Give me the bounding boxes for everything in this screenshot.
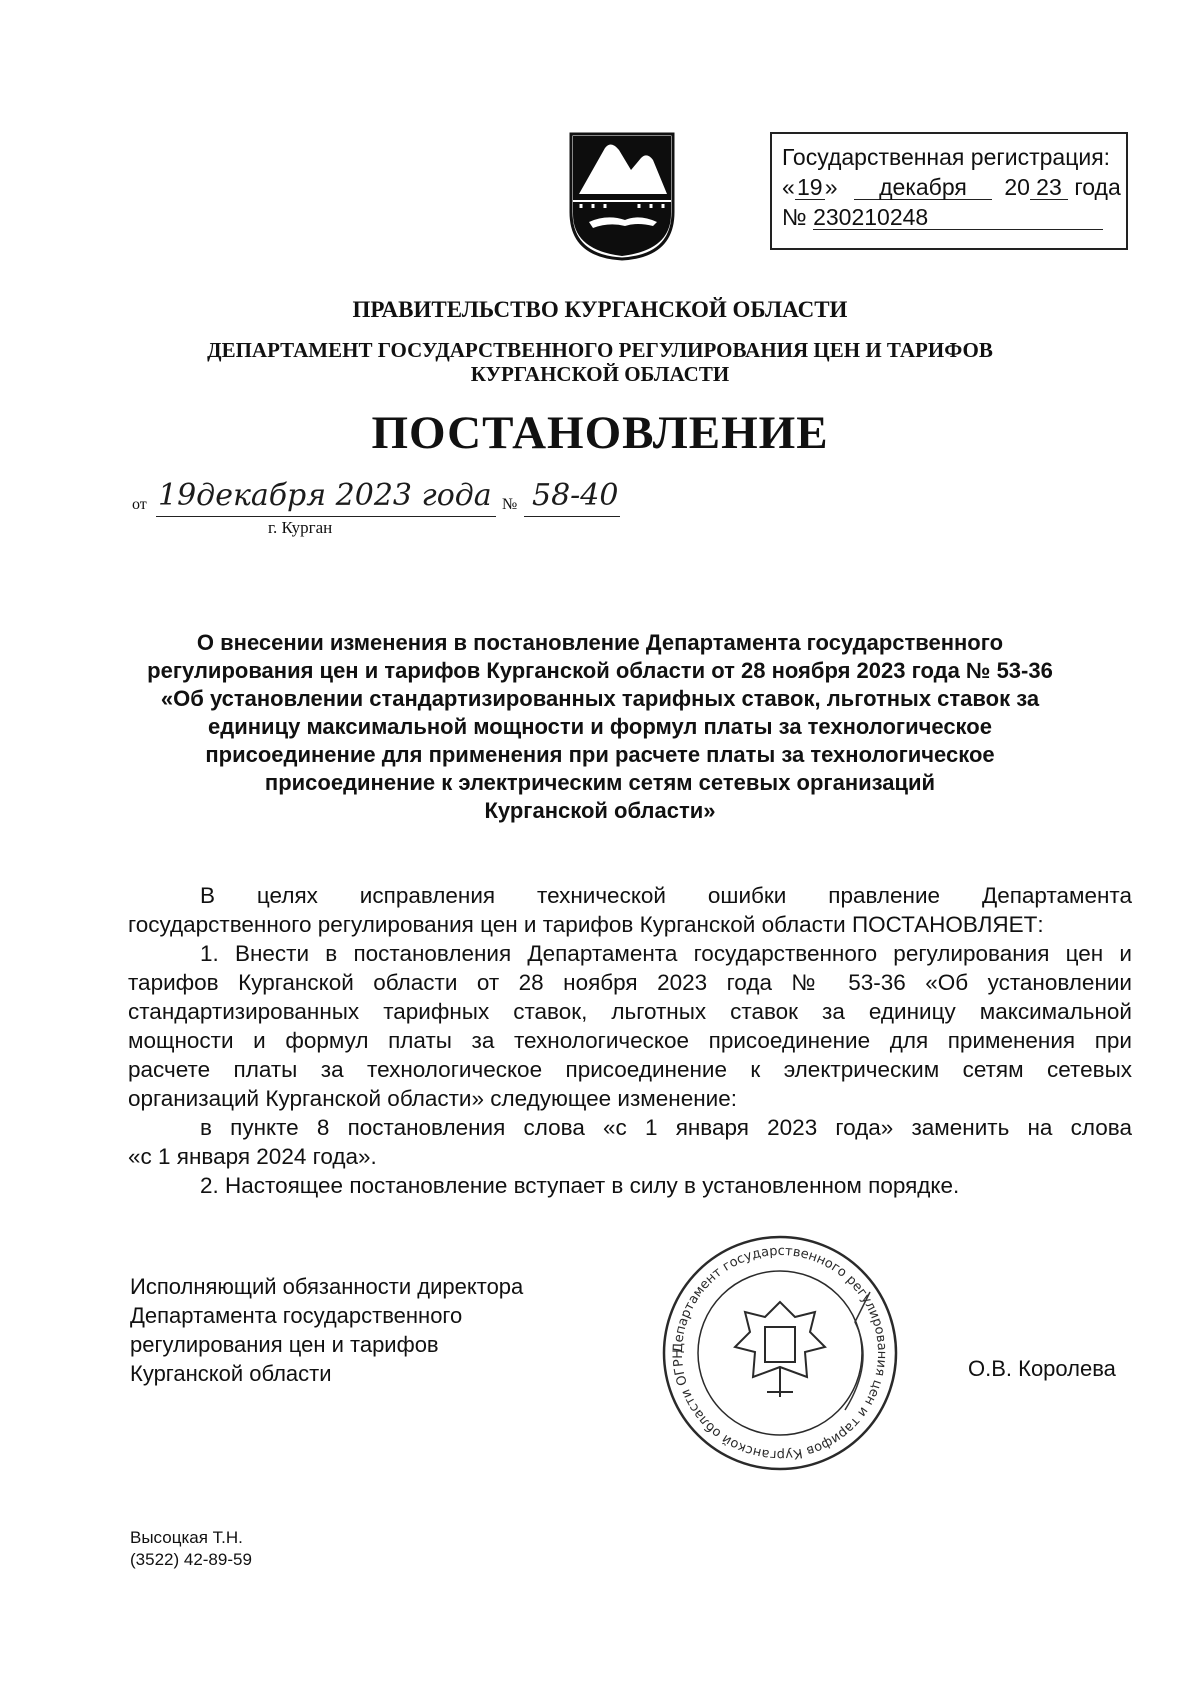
paragraph-change-line: в пункте 8 постановления слова «с 1 января 2023 года» заменить на слова	[200, 1115, 1132, 1140]
department-title: ДЕПАРТАМЕНТ ГОСУДАРСТВЕННОГО РЕГУЛИРОВАНИЯ ЦЕН И ТАРИФОВ КУРГАНСКОЙ ОБЛАСТИ	[207, 338, 993, 386]
document-subject: О внесении изменения в постановление Департамента государственного регулирования цен и тарифов Курганской области от 28 ноября 2023 года № 53-36 «Об установлении стандартизированных тарифных ставок, льготных ставок за единицу максимальной мощности и формул платы за технологическое присоединение для применения при расчете платы за технологическое присоединение к электрическим сетям сетевых организаций Курганской области»	[147, 630, 1053, 823]
executor-phone: (3522) 42-89-59	[130, 1550, 252, 1569]
paragraph-preamble-line: государственного регулирования цен и тарифов Курганской области ПОСТАНОВЛЯЕТ:	[128, 912, 1044, 937]
date-from-label: от	[132, 496, 147, 513]
city: г. Курган	[268, 518, 333, 537]
government-title: ПРАВИТЕЛЬСТВО КУРГАНСКОЙ ОБЛАСТИ	[352, 297, 848, 322]
document-kind: ПОСТАНОВЛЕНИЕ	[371, 407, 829, 459]
registration-year: 23	[1030, 175, 1068, 200]
executor-info	[130, 1527, 252, 1571]
signer-position: Исполняющий обязанности директора Департамента государственного регулирования цен и тарифов Курганской области	[130, 1274, 524, 1386]
registration-title: Государственная регистрация:	[782, 144, 1111, 170]
registration-month: декабря	[854, 175, 992, 200]
signer-name: О.В. Королева	[968, 1356, 1116, 1381]
paragraph-item1-line: стандартизированных тарифных ставок, льготных ставок за единицу максимальной	[128, 999, 1132, 1024]
paragraph-item1-line: мощности и формул платы за технологическое присоединение для применения при	[128, 1028, 1132, 1053]
seal-text: Департамент государственного регулирования цен и тарифов Курганской области ОГРН	[670, 1243, 890, 1463]
coat-of-arms-icon	[567, 130, 677, 262]
registration-day: 19	[795, 175, 825, 200]
document-body	[128, 881, 1132, 1200]
paragraph-item1-line: организаций Курганской области» следующее изменение:	[128, 1086, 737, 1111]
paragraph-preamble-line: В целях исправления технической ошибки правление Департамента	[200, 883, 1132, 908]
handwritten-date: 19декабря 2023 года	[158, 478, 492, 513]
executor-name: Высоцкая Т.Н.	[130, 1528, 243, 1547]
paragraph-item1-line: тарифов Курганской области от 28 ноября 2023 года № 53-36 «Об установлении	[128, 970, 1132, 995]
official-seal	[655, 1232, 905, 1474]
number-label: №	[502, 496, 518, 513]
date-number-line	[132, 478, 652, 538]
registration-date: «19» декабря 20 23 года	[782, 174, 1121, 200]
paragraph-item1-line: 1. Внести в постановления Департамента государственного регулирования цен и	[200, 941, 1132, 966]
paragraph-change-line: «с 1 января 2024 года».	[128, 1144, 377, 1169]
registration-stamp	[770, 132, 1128, 250]
paragraph-item2: 2. Настоящее постановление вступает в силу в установленном порядке.	[200, 1173, 960, 1198]
registration-number: № 230210248	[782, 202, 1116, 232]
paragraph-item1-line: расчете платы за технологическое присоединение к электрическим сетям сетевых	[128, 1057, 1132, 1082]
handwritten-number: 58-40	[532, 478, 619, 513]
